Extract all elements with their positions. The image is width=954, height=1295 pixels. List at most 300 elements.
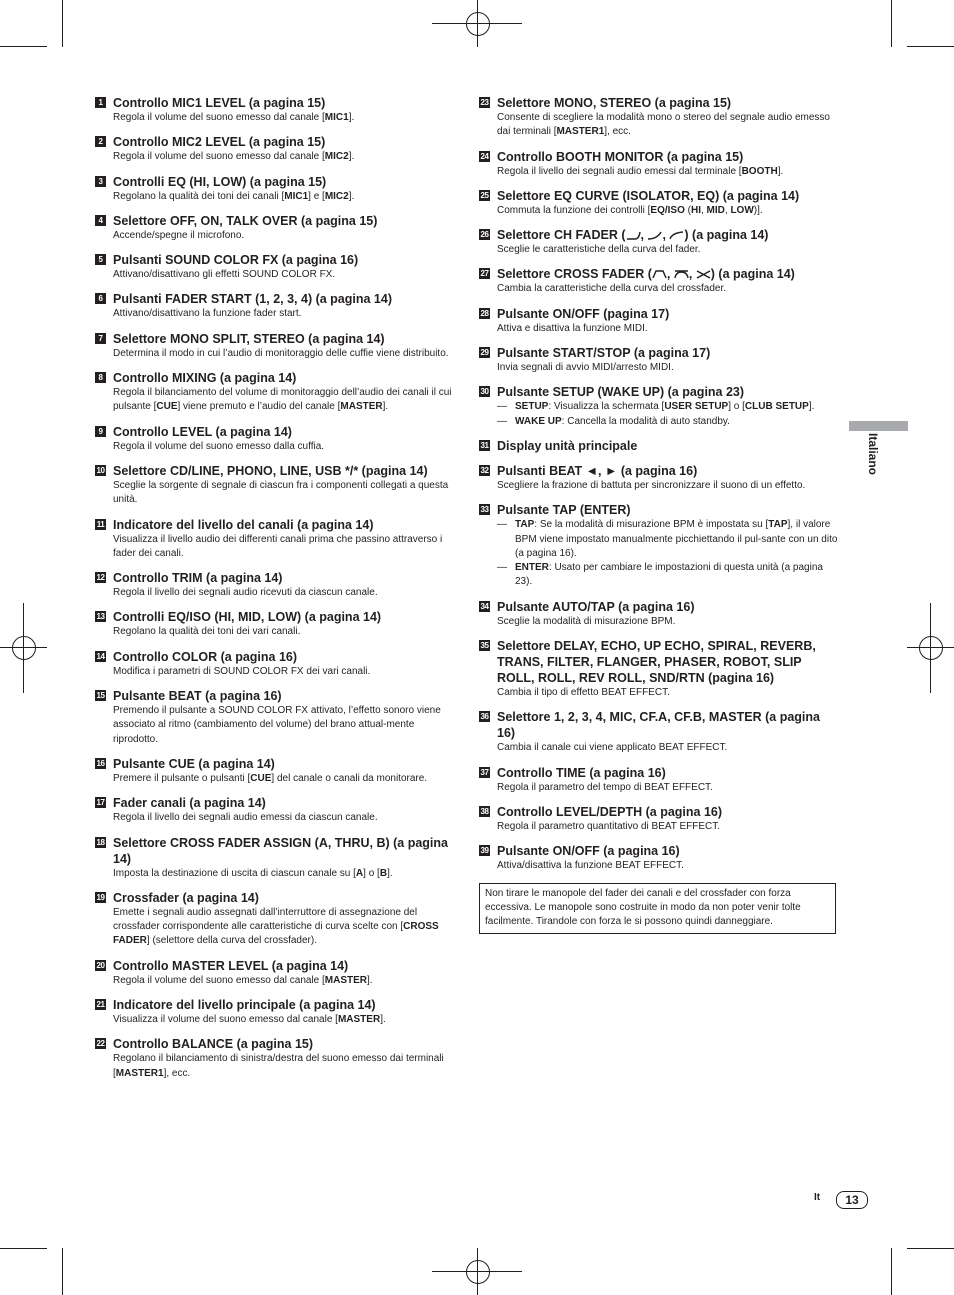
item-description <box>497 322 841 336</box>
item-title: Selettore MONO SPLIT, STEREO (a pagina 14) <box>113 331 385 346</box>
item-number-badge: 32 <box>480 465 489 475</box>
item-title: Display unità principale <box>497 438 638 453</box>
footer-language-code: It <box>814 1192 821 1203</box>
item-sub-description <box>497 415 841 429</box>
text-run: Modifica i parametri di SOUND COLOR FX dei vari canali. <box>113 665 371 677</box>
item-description <box>497 615 841 629</box>
item-title: Pulsante AUTO/TAP (a pagina 16) <box>497 599 695 614</box>
item-title-start: Selettore CH FADER ( <box>497 228 626 243</box>
item-number-badge: 6 <box>95 293 106 304</box>
text-run: Cambia il canale cui viene applicato BEAT EFFECT. <box>497 742 728 754</box>
item-number-badge: 4 <box>95 215 106 226</box>
item-title: Selettore DELAY, ECHO, UP ECHO, SPIRAL, REVERB, TRANS, FILTER, FLANGER, PHASER, ROBOT, SLIP ROLL, ROLL, REV ROLL, SND/RTN (pagina 16) <box>497 639 816 686</box>
crop-mark <box>891 0 892 47</box>
left-column <box>95 95 453 1090</box>
item-heading <box>479 438 841 454</box>
item-number-badge: 15 <box>96 691 105 701</box>
item-19 <box>95 890 453 949</box>
item-title: Indicatore del livello principale (a pagina 14) <box>113 998 376 1013</box>
item-title: Selettore EQ CURVE (ISOLATOR, EQ) (a pagina 14) <box>497 188 800 203</box>
text-run: Emette i segnali audio assegnati dall’interruttore di assegnazione del crossfader corrispondente alle caratteristiche di curva scelte con [ <box>113 906 418 933</box>
item-title: Controlli EQ (HI, LOW) (a pagina 15) <box>113 174 327 189</box>
item-description <box>113 111 453 125</box>
item-title-end: ) (a pagina 14) <box>684 228 769 243</box>
item-number-badge: 1 <box>95 97 106 108</box>
text-run: ( <box>684 204 691 216</box>
item-title: Indicatore del livello del canali (a pagina 14) <box>113 517 374 532</box>
item-title: Controlli EQ/ISO (HI, MID, LOW) (a pagina 14) <box>113 610 382 625</box>
text-run: Cambia il tipo di effetto BEAT EFFECT. <box>497 687 670 699</box>
item-title: Selettore OFF, ON, TALK OVER (a pagina 15) <box>113 213 378 228</box>
text-run: ] viene premuto e l’audio del canale [ <box>177 401 341 413</box>
item-number-badge: 14 <box>96 651 105 661</box>
item-description <box>113 772 453 786</box>
crop-mark <box>891 1248 892 1295</box>
dash-bullet: — <box>497 401 507 413</box>
item-heading <box>479 188 841 204</box>
registration-circle <box>919 636 943 660</box>
right-column <box>479 95 841 934</box>
item-heading <box>95 1036 453 1052</box>
bold-term: ENTER <box>515 562 549 574</box>
item-title: Controllo TRIM (a pagina 14) <box>113 571 283 586</box>
item-29 <box>479 345 841 375</box>
item-heading <box>95 517 453 533</box>
item-description <box>497 859 841 873</box>
item-title: Controllo MASTER LEVEL (a pagina 14) <box>113 958 349 973</box>
item-heading <box>479 227 841 243</box>
item-22 <box>95 1036 453 1081</box>
item-number-badge: 9 <box>95 426 106 437</box>
bold-term: MASTER1 <box>115 1067 164 1079</box>
item-title: Controllo MIC2 LEVEL (a pagina 15) <box>113 135 326 150</box>
item-number-badge: 7 <box>95 333 106 344</box>
item-23 <box>479 95 841 140</box>
item-heading <box>95 291 453 307</box>
text-run: , <box>700 204 707 216</box>
item-number-badge: 31 <box>480 440 489 450</box>
item-heading <box>95 213 453 229</box>
text-run: Cambia la caratteristiche della curva del crossfader. <box>497 283 726 295</box>
item-25 <box>479 188 841 218</box>
item-27 <box>479 266 841 296</box>
bold-term: CLUB SETUP <box>744 401 809 413</box>
item-number-badge: 26 <box>480 230 489 240</box>
crossfader-curve-icon <box>652 270 667 279</box>
item-description <box>113 1052 453 1081</box>
bold-term: TAP <box>515 519 535 531</box>
item-number-badge: 16 <box>96 758 105 768</box>
item-heading <box>95 331 453 347</box>
text-run: ]. <box>348 112 355 123</box>
item-number-badge: 35 <box>480 641 489 651</box>
text-run: Attivano/disattivano gli effetti SOUND COLOR FX. <box>113 269 336 281</box>
text-run: Visualizza il livello audio dei differenti canali prima che passino attraverso i fader dei canali. <box>113 533 443 559</box>
item-9 <box>95 424 453 454</box>
item-7 <box>95 331 453 361</box>
text-run: ]. <box>777 165 784 177</box>
crop-mark <box>62 0 63 47</box>
item-description <box>113 811 453 825</box>
item-number-badge: 21 <box>96 1000 105 1010</box>
item-heading <box>95 756 453 772</box>
item-number-badge: 34 <box>480 601 489 611</box>
item-3 <box>95 174 453 204</box>
item-number-badge: 11 <box>96 519 105 529</box>
item-title: Selettore 1, 2, 3, 4, MIC, CF.A, CF.B, MASTER (a pagina 16) <box>497 710 820 741</box>
item-heading <box>95 134 453 150</box>
item-description <box>113 479 453 508</box>
text-run: ]. <box>348 190 355 202</box>
item-heading <box>95 174 453 190</box>
item-description <box>113 440 453 454</box>
item-4 <box>95 213 453 243</box>
text-run: ]. <box>382 401 389 413</box>
item-description <box>497 479 841 493</box>
text-run: ]. <box>348 151 355 163</box>
bold-term: SETUP <box>515 401 549 413</box>
bold-term: TAP <box>768 519 788 531</box>
item-number-badge: 3 <box>95 176 106 187</box>
item-description <box>113 1013 453 1027</box>
crop-mark <box>62 1248 63 1295</box>
registration-circle <box>466 1260 490 1284</box>
item-description <box>497 204 841 218</box>
item-description <box>113 625 453 639</box>
text-run: : Se la modalità di misurazione BPM è impostata su [ <box>534 519 769 531</box>
text-run: )]. <box>753 204 763 216</box>
crop-mark <box>0 46 47 47</box>
bold-term: HI <box>690 204 701 216</box>
item-17 <box>95 795 453 825</box>
item-heading <box>479 463 841 479</box>
fader-curve-icon <box>626 231 641 240</box>
text-run: : Visualizza la schermata [ <box>548 401 665 413</box>
item-number-badge: 38 <box>480 806 489 816</box>
item-33 <box>479 502 841 589</box>
item-sub-description <box>497 400 841 414</box>
item-title: Selettore CD/LINE, PHONO, LINE, USB */* (pagina 14) <box>113 463 428 478</box>
bold-term: MASTER <box>324 974 368 986</box>
bold-term: CROSS FADER <box>113 921 439 947</box>
text-run: Consente di scegliere la modalità mono o stereo del segnale audio emesso dai terminali [ <box>497 112 830 138</box>
item-title: Controllo BOOTH MONITOR (a pagina 15) <box>497 149 744 164</box>
item-13 <box>95 609 453 639</box>
text-run: Accende/spegne il microfono. <box>113 229 245 241</box>
item-title: Controllo LEVEL (a pagina 14) <box>113 424 292 439</box>
item-title: Controllo MIXING (a pagina 14) <box>113 371 297 386</box>
item-heading <box>95 95 453 111</box>
text-run: ] o [ <box>363 867 380 879</box>
language-tab-bar <box>849 421 908 431</box>
text-run: Attiva/disattiva la funzione BEAT EFFECT. <box>497 860 684 872</box>
text-run: Regola il parametro del tempo di BEAT EFFECT. <box>497 781 713 793</box>
text-run: ], ecc. <box>604 126 631 138</box>
item-number-badge: 29 <box>480 348 489 358</box>
bold-term: MASTER <box>340 401 383 413</box>
item-12 <box>95 570 453 600</box>
item-description <box>113 586 453 600</box>
fader-curve-icon <box>669 231 684 240</box>
item-number-badge: 27 <box>480 269 489 279</box>
item-sub-description <box>497 561 841 590</box>
language-tab-label: Italiano <box>866 433 880 476</box>
item-heading <box>95 997 453 1013</box>
item-number-badge: 10 <box>96 465 105 475</box>
text-run: Commuta la funzione dei controlli [ <box>497 204 651 216</box>
bold-term: MIC2 <box>324 151 349 163</box>
text-run: ]. <box>380 1014 386 1026</box>
item-number-badge: 18 <box>96 837 105 847</box>
bold-term: WAKE UP <box>515 415 562 427</box>
item-description <box>113 307 453 321</box>
item-heading <box>95 252 453 268</box>
item-18 <box>95 835 453 881</box>
text-run: ]. <box>387 867 393 879</box>
item-30 <box>479 384 841 429</box>
bold-term: MIC2 <box>324 190 349 202</box>
item-description <box>113 268 453 282</box>
item-title: Controllo TIME (a pagina 16) <box>497 765 666 780</box>
item-10 <box>95 463 453 508</box>
registration-circle <box>12 636 36 660</box>
item-description <box>497 741 841 755</box>
item-heading <box>95 370 453 386</box>
item-number-badge: 24 <box>480 151 489 161</box>
text-run: Regolano il bilanciamento di sinistra/destra del suono emesso dai terminali [ <box>113 1053 444 1079</box>
text-run: ] e [ <box>308 190 325 202</box>
registration-circle <box>466 12 490 36</box>
item-15 <box>95 688 453 747</box>
item-title: Selettore CH FADER ( , , ) (a pagina 14) <box>497 228 769 243</box>
item-title: Pulsante START/STOP (a pagina 17) <box>497 346 711 361</box>
bold-term: MASTER1 <box>556 126 605 138</box>
item-34 <box>479 599 841 629</box>
text-run: Sceglie la modalità di misurazione BPM. <box>497 615 676 627</box>
text-run: Premendo il pulsante a SOUND COLOR FX attivato, l’effetto sonoro viene associato al ritmo (cambiamento del volume) del brano attual-mente riprodotto. <box>113 705 441 745</box>
item-37 <box>479 765 841 795</box>
item-number-badge: 2 <box>95 136 106 147</box>
item-description <box>497 111 841 140</box>
item-14 <box>95 649 453 679</box>
item-title: Pulsante CUE (a pagina 14) <box>113 756 275 771</box>
item-title: Selettore CROSS FADER ( , , ) (a pagina 14) <box>497 267 795 282</box>
item-title: Controllo MIC1 LEVEL (a pagina 15) <box>113 96 326 110</box>
item-number-badge: 37 <box>480 767 489 777</box>
bold-term: USER SETUP <box>664 401 729 413</box>
crop-mark <box>0 1248 47 1249</box>
item-heading <box>95 835 453 867</box>
text-run: ], il valore BPM viene impostato manualmente picchiettando il pul-sante con un dito (a pagina 16). <box>515 519 838 559</box>
item-description <box>113 347 453 361</box>
item-20 <box>95 958 453 988</box>
crop-mark <box>907 1248 954 1249</box>
item-description <box>113 229 453 243</box>
item-description <box>113 150 453 164</box>
text-run: Regola il parametro quantitativo di BEAT EFFECT. <box>497 820 721 832</box>
item-description <box>497 361 841 375</box>
item-heading <box>479 266 841 282</box>
item-heading <box>95 570 453 586</box>
text-run: Sceglie le caratteristiche della curva del fader. <box>497 244 701 256</box>
text-run: Regola il volume del suono emesso dal canale [ <box>113 974 325 986</box>
item-number-badge: 5 <box>95 254 106 265</box>
item-heading <box>479 306 841 322</box>
item-sub-description <box>497 518 841 561</box>
item-24 <box>479 149 841 179</box>
item-title: Fader canali (a pagina 14) <box>113 796 266 811</box>
item-title: Pulsanti SOUND COLOR FX (a pagina 16) <box>113 253 359 268</box>
item-description <box>113 906 453 949</box>
text-run: Premere il pulsante o pulsanti [ <box>113 772 251 784</box>
text-run: : Usato per cambiare le impostazioni di questa unità (a pagina 23). <box>515 562 823 588</box>
item-title-start: Selettore CROSS FADER ( <box>497 267 652 282</box>
item-2 <box>95 134 453 164</box>
item-38 <box>479 804 841 834</box>
item-title: Pulsante ON/OFF (pagina 17) <box>497 306 670 321</box>
item-number-badge: 17 <box>96 798 105 808</box>
item-heading <box>95 958 453 974</box>
text-run: ]. <box>808 401 815 413</box>
item-title: Crossfader (a pagina 14) <box>113 890 259 905</box>
text-run: Imposta la destinazione di uscita di ciascun canale su [ <box>113 867 356 879</box>
item-6 <box>95 291 453 321</box>
item-title: Controllo LEVEL/DEPTH (a pagina 16) <box>497 804 723 819</box>
item-description <box>497 165 841 179</box>
item-number-badge: 28 <box>480 308 489 318</box>
bold-term: EQ/ISO <box>650 204 685 216</box>
item-title-end: ) (a pagina 14) <box>710 267 795 282</box>
bold-term: B <box>379 867 388 879</box>
item-heading <box>479 149 841 165</box>
item-number-badge: 25 <box>480 190 489 200</box>
item-description <box>113 386 453 415</box>
item-number-badge: 19 <box>96 892 105 902</box>
text-run: Regola il volume del suono emesso dal canale [ <box>113 112 325 123</box>
item-number-badge: 33 <box>480 505 489 515</box>
item-heading <box>95 463 453 479</box>
item-description <box>113 867 453 881</box>
crossfader-curve-icon <box>674 270 689 279</box>
text-run: ] o [ <box>728 401 745 413</box>
item-heading <box>95 688 453 704</box>
item-description <box>497 282 841 296</box>
text-run: Attivano/disattivano la funzione fader start. <box>113 308 302 320</box>
item-39 <box>479 843 841 873</box>
bold-term: MASTER <box>337 1014 381 1026</box>
item-title: Controllo BALANCE (a pagina 15) <box>113 1037 314 1052</box>
bold-term: MID <box>706 204 725 216</box>
item-number-badge: 30 <box>480 387 489 397</box>
item-11 <box>95 517 453 562</box>
bold-term: CUE <box>250 772 272 784</box>
bold-term: A <box>355 867 364 879</box>
item-title: Pulsante BEAT (a pagina 16) <box>113 689 282 704</box>
item-number-badge: 13 <box>96 612 105 622</box>
text-run: ] del canale o canali da monitorare. <box>271 772 428 784</box>
item-description <box>497 243 841 257</box>
item-title: Selettore MONO, STEREO (a pagina 15) <box>497 96 732 110</box>
bold-term: LOW <box>730 204 754 216</box>
item-26 <box>479 227 841 257</box>
page-number: 13 <box>836 1191 868 1209</box>
text-run: Regola il volume del suono emesso dalla cuffia. <box>113 440 325 452</box>
item-title: Controllo COLOR (a pagina 16) <box>113 649 298 664</box>
item-heading <box>479 765 841 781</box>
item-heading <box>479 384 841 400</box>
item-description <box>113 533 453 562</box>
item-number-badge: 23 <box>480 98 489 107</box>
fader-curve-icon <box>647 231 662 240</box>
item-8 <box>95 370 453 415</box>
dash-bullet: — <box>497 415 507 427</box>
dash-bullet: — <box>497 562 507 574</box>
sub-description-text <box>515 400 814 414</box>
item-heading <box>479 843 841 859</box>
text-run: Determina il modo in cui l’audio di monitoraggio delle cuffie viene distribuito. <box>113 347 449 359</box>
text-run: Attiva e disattiva la funzione MIDI. <box>497 322 648 334</box>
sub-description-text <box>515 518 841 561</box>
text-run: ]. <box>367 974 373 986</box>
item-31 <box>479 438 841 454</box>
item-number-badge: 8 <box>95 372 106 383</box>
item-heading <box>95 649 453 665</box>
text-run: ], ecc. <box>163 1067 191 1079</box>
bold-term: MIC1 <box>324 112 349 123</box>
text-run: ] (selettore della curva del crossfader). <box>146 935 317 947</box>
text-run: : Cancella la modalità di auto standby. <box>561 415 730 427</box>
text-run: Scegliere la frazione di battuta per sincronizzare il suono di un effetto. <box>497 479 806 491</box>
sub-description-text <box>515 415 730 429</box>
item-description <box>497 686 841 700</box>
item-heading <box>479 502 841 518</box>
item-heading <box>479 804 841 820</box>
item-heading <box>95 609 453 625</box>
text-run: Regola il bilanciamento del volume di monitoraggio dell’audio dei canali il cui pulsante [ <box>113 387 452 413</box>
text-run: Regola il volume del suono emesso dal canale [ <box>113 151 325 163</box>
item-32 <box>479 463 841 493</box>
right-entries <box>479 95 841 874</box>
crossfader-curve-icon <box>696 270 711 279</box>
item-title: Pulsante TAP (ENTER) <box>497 503 631 518</box>
item-title: Pulsante SETUP (WAKE UP) (a pagina 23) <box>497 385 745 400</box>
text-run: Regola il livello dei segnali audio ricevuti da ciascun canale. <box>113 587 378 599</box>
item-28 <box>479 306 841 336</box>
item-heading <box>95 795 453 811</box>
text-run: Regola il livello dei segnali audio emessi da ciascun canale. <box>113 812 378 824</box>
item-heading <box>479 599 841 615</box>
item-heading <box>95 890 453 906</box>
item-heading <box>479 638 841 686</box>
text-run: Visualizza il volume del suono emesso dal canale [ <box>113 1014 338 1026</box>
item-heading <box>479 95 841 111</box>
bold-term: CUE <box>156 401 178 413</box>
item-title: Pulsanti BEAT ◄, ► (a pagina 16) <box>497 463 698 478</box>
item-16 <box>95 756 453 786</box>
item-description <box>497 781 841 795</box>
text-run: Regola il livello dei segnali audio emessi dal terminale [ <box>497 165 742 177</box>
item-description <box>113 665 453 679</box>
text-run: , <box>724 204 731 216</box>
item-title: Pulsante ON/OFF (a pagina 16) <box>497 844 680 859</box>
crop-mark <box>907 46 954 47</box>
bold-term: MIC1 <box>284 190 309 202</box>
item-number-badge: 22 <box>96 1039 105 1049</box>
caution-note: Non tirare le manopole del fader dei canali e del crossfader con forza eccessiva. Le manopole sono costruite in modo da non poter venir tolte facilmente. Tirandole con forza le si possono quindi danneggiare. <box>479 883 836 935</box>
item-description <box>113 190 453 204</box>
bold-term: BOOTH <box>741 165 778 177</box>
item-36 <box>479 709 841 755</box>
